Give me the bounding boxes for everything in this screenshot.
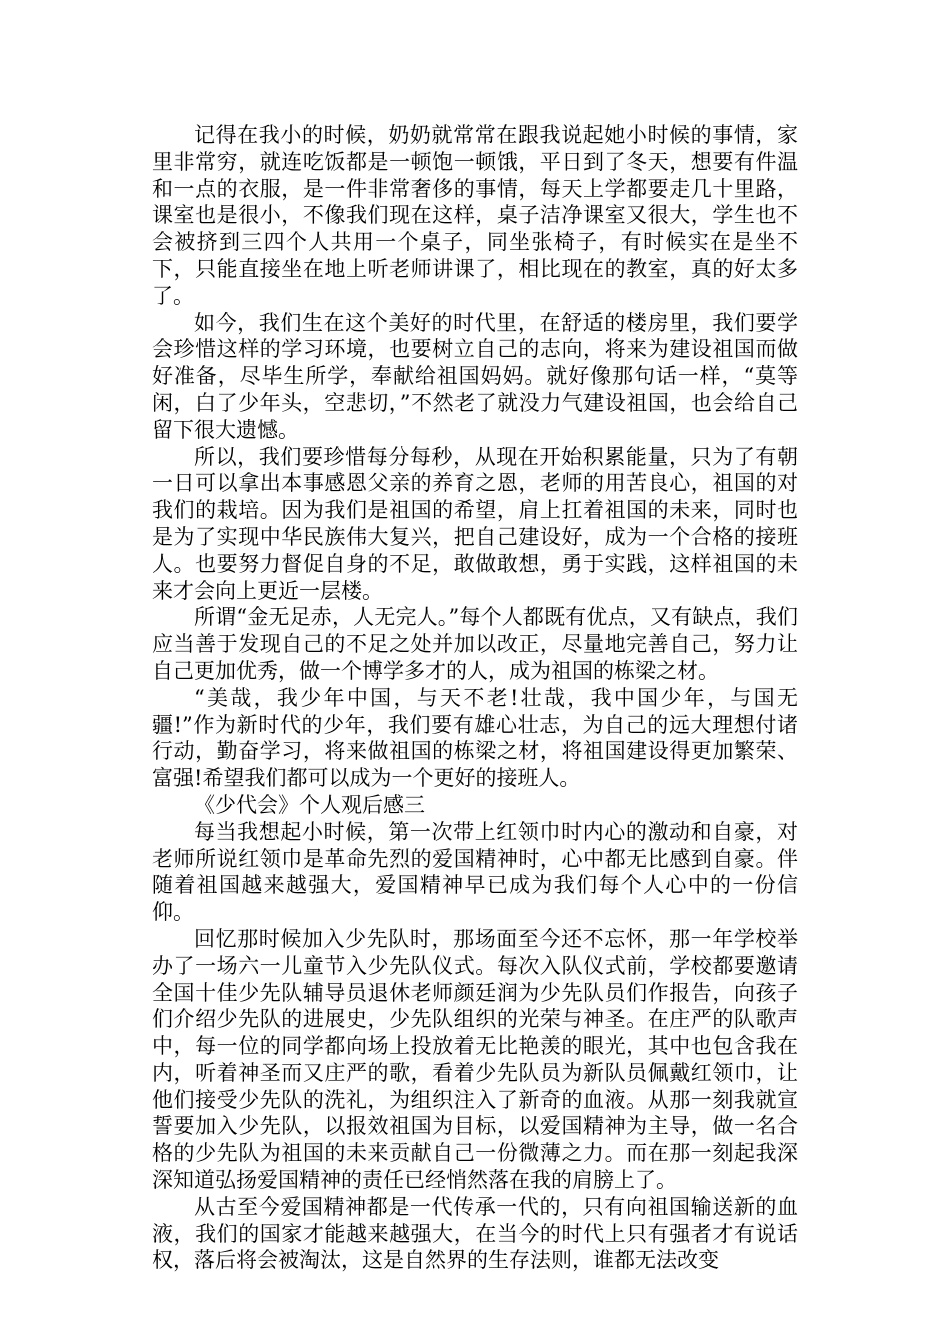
paragraph-6: 每当我想起小时候，第一次带上红领巾时内心的激动和自豪，对老师所说红领巾是革命先烈的爱国精神时，心中都无比感到自豪。伴随着祖国越来越强大，爱国精神早已成为我们每个人心中的一份信仰。 [152,819,798,925]
paragraph-2: 如今，我们生在这个美好的时代里，在舒适的楼房里，我们要学会珍惜这样的学习环境，也要树立自己的志向，将来为建设祖国而做好准备，尽毕生所学，奉献给祖国妈妈。就好像那句话一样，“莫等闲，白了少年头，空悲切，”不然老了就没力气建设祖国，也会给自己留下很大遗憾。 [152,310,798,442]
paragraph-7: 回忆那时候加入少先队时，那场面至今还不忘怀，那一年学校举办了一场六一儿童节入少先队仪式。每次入队仪式前，学校都要邀请全国十佳少先队辅导员退休老师颜廷润为少先队员们作报告，向孩子们介绍少先队的进展史，少先队组织的光荣与神圣。在庄严的队歌声中，每一位的同学都向场上投放着无比艳羡的眼光，其中也包含我在内，听着神圣而又庄严的歌，看着少先队员为新队员佩戴红领巾，让他们接受少先队的洗礼，为组织注入了新奇的血液。从那一刻我就宣誓要加入少先队，以报效祖国为目标，以爱国精神为主导，做一名合格的少先队为祖国的未来贡献自己一份微薄之力。而在那一刻起我深深知道弘扬爱国精神的责任已经悄然落在我的肩膀上了。 [152,926,798,1193]
document-page [152,122,798,1274]
paragraph-3: 所以，我们要珍惜每分每秒，从现在开始积累能量，只为了有朝一日可以拿出本事感恩父亲的养育之恩，老师的用苦良心，祖国的对我们的栽培。因为我们是祖国的希望，肩上扛着祖国的未来，同时也是为了实现中华民族伟大复兴，把自己建设好，成为一个合格的接班人。也要努力督促自身的不足，敢做敢想，勇于实践，这样祖国的未来才会向上更近一层楼。 [152,444,798,603]
paragraph-8: 从古至今爱国精神都是一代传承一代的，只有向祖国输送新的血液，我们的国家才能越来越强大，在当今的时代上只有强者才有说话权，落后将会被淘汰，这是自然界的生存法则，谁都无法改变 [152,1194,798,1273]
paragraph-1: 记得在我小的时候，奶奶就常常在跟我说起她小时候的事情，家里非常穷，就连吃饭都是一顿饱一顿饿，平日到了冬天，想要有件温和一点的衣服，是一件非常奢侈的事情，每天上学都要走几十里路，课室也是很小，不像我们现在这样，桌子洁净课室又很大，学生也不会被挤到三四个人共用一个桌子，同坐张椅子，有时候实在是坐不下，只能直接坐在地上听老师讲课了，相比现在的教室，真的好太多了。 [152,123,798,308]
paragraph-4: 所谓“金无足赤，人无完人。”每个人都既有优点，又有缺点，我们应当善于发现自己的不足之处并加以改正，尽量地完善自己，努力让自己更加优秀，做一个博学多才的人，成为祖国的栋梁之材。 [152,605,798,683]
section-title: 《少代会》个人观后感三 [194,792,425,817]
paragraph-5: “美哉，我少年中国，与天不老!壮哉，我中国少年，与国无疆!”作为新时代的少年，我们要有雄心壮志，为自己的远大理想付诸行动，勤奋学习，将来做祖国的栋梁之材，将祖国建设得更加繁荣、富强!希望我们都可以成为一个更好的接班人。 [152,685,798,791]
